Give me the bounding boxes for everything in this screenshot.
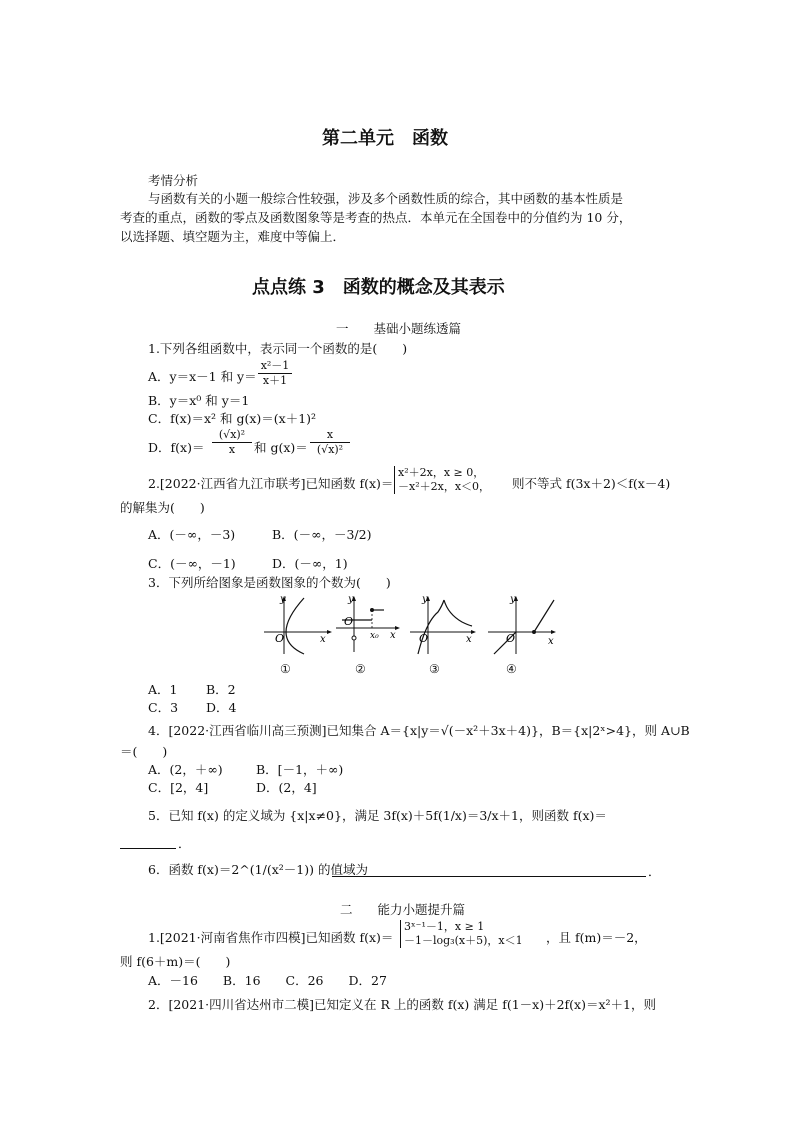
q4-option-c: C．[2，4] — [148, 780, 209, 795]
q1-d-middle: 和 g(x)＝ — [254, 440, 308, 455]
graph-3 — [408, 592, 480, 656]
q4-option-b: B．[－1，＋∞) — [256, 762, 344, 777]
graph-3-number: ③ — [429, 662, 440, 676]
graph-2-y-label: y — [348, 594, 354, 605]
q5-end: ． — [178, 836, 191, 851]
p2-stem: 2．[2021·四川省达州市二模]已知定义在 R 上的函数 f(x) 满足 f(1－x)＋2f(x)＝x²＋1，则 — [148, 997, 656, 1012]
q1-option-a: A．y＝x－1 和 y＝ — [148, 369, 257, 384]
q2-stem-3: 的解集为( ) — [120, 500, 205, 515]
graph-1-x-label: x — [320, 634, 326, 645]
graph-4-x-label: x — [548, 636, 554, 647]
q1-d-fraction-2 — [310, 428, 350, 457]
q3-option-b: B．2 — [206, 682, 236, 697]
analysis-line-2: 考查的重点，函数的零点及函数图象等是考查的热点．本单元在全国卷中的分值约为 10 分， — [120, 210, 632, 225]
graph-2-x0-label: x₀ — [370, 631, 379, 641]
p1-piecewise — [400, 920, 523, 948]
graph-2-number: ② — [355, 662, 366, 676]
q2-option-d: D．(－∞，1) — [272, 556, 348, 571]
graph-3-right-branch — [444, 600, 472, 626]
q1-option-b: B．y＝x⁰ 和 y＝1 — [148, 393, 250, 408]
graph-3-x-label: x — [466, 634, 472, 645]
q1-stem: 1.下列各组函数中，表示同一个函数的是( ) — [148, 341, 408, 356]
q6-text: 6．函数 f(x)＝2^(1/(x²－1)) 的值域为 — [148, 862, 368, 877]
analysis-line-1: 与函数有关的小题一般综合性较强，涉及多个函数性质的综合，其中函数的基本性质是 — [148, 191, 624, 206]
q2-stem-1: 2.[2022·江西省九江市联考]已知函数 f(x)＝ — [148, 476, 394, 491]
q5-answer-blank — [120, 848, 176, 849]
p1-case-1: 3ˣ⁻¹－1，x ≥ 1 — [404, 920, 485, 933]
graph-3-y-label: y — [422, 594, 428, 605]
q4-stem-1: 4．[2022·江西省临川高三预测]已知集合 A＝{x|y＝√(－x²＋3x＋4)}，B＝{x|2ˣ>4}，则 A∪B — [148, 723, 690, 738]
q2-option-a: A．(－∞，－3) — [148, 527, 236, 542]
graph-4-origin: O — [506, 632, 516, 645]
q4-stem-2: ＝( ) — [120, 744, 168, 759]
q3-stem: 3．下列所给图象是函数图象的个数为( ) — [148, 575, 391, 590]
q4-option-a: A．(2，＋∞) — [148, 762, 223, 777]
q1-d-denominator-1: x — [228, 443, 236, 456]
graph-4-number: ④ — [506, 662, 517, 676]
graph-2 — [334, 592, 402, 656]
q2-option-b: B．(－∞，－3/2) — [272, 527, 372, 542]
q3-option-c: C．3 — [148, 700, 179, 715]
q1-option-c: C．f(x)＝x² 和 g(x)＝(x＋1)² — [148, 411, 317, 426]
graph-2-x-label: x — [390, 630, 396, 641]
section-2-heading: 二 能力小题提升篇 — [340, 902, 466, 917]
graph-1-number: ① — [280, 662, 291, 676]
p1-options: A．－16 B．16 C．26 D．27 — [148, 973, 387, 988]
graph-1 — [262, 592, 336, 656]
p1-case-2: －1－log₃(x＋5)，x＜1 — [404, 934, 523, 947]
q1-d-numerator-2: x — [310, 428, 350, 443]
q1-a-numerator: x²－1 — [258, 359, 292, 374]
graph-3-left-branch — [418, 600, 444, 654]
q1-a-denominator: x＋1 — [262, 374, 288, 387]
q1-a-fraction — [258, 359, 292, 388]
q5-text: 5．已知 f(x) 的定义域为 {x|x≠0}，满足 3f(x)＋5f(1/x)＝3/x＋1，则函数 f(x)＝ — [148, 808, 607, 823]
graph-2-origin: O — [344, 615, 354, 628]
p1-stem-3: 则 f(6＋m)＝( ) — [120, 954, 231, 969]
analysis-line-3: 以选择题、填空题为主，难度中等偏上． — [120, 229, 346, 244]
graph-1-y-label: y — [280, 594, 286, 605]
q2-case-2: －x²＋2x，x＜0， — [398, 480, 491, 493]
q3-option-d: D．4 — [206, 700, 237, 715]
unit-title: 第二单元 函数 — [322, 128, 448, 149]
q6-end: ． — [648, 864, 661, 879]
section-1-heading: 一 基础小题练透篇 — [336, 321, 462, 336]
q1-option-d: D．f(x)＝ — [148, 440, 205, 455]
q2-case-1: x²＋2x，x ≥ 0， — [398, 466, 485, 479]
graph-1-curve — [286, 598, 304, 654]
graph-2-filled-point — [370, 608, 374, 612]
q2-option-c: C．(－∞，－1) — [148, 556, 236, 571]
graph-4-right-line — [534, 600, 554, 632]
lesson-title: 点点练 3 函数的概念及其表示 — [252, 277, 505, 298]
p1-stem-1: 1.[2021·河南省焦作市四模]已知函数 f(x)＝ — [148, 930, 394, 945]
graph-1-origin: O — [275, 632, 285, 645]
graph-3-origin: O — [419, 632, 429, 645]
q3-option-a: A．1 — [148, 682, 178, 697]
q1-d-denominator-2: (√x)² — [316, 443, 344, 456]
graph-4 — [486, 592, 560, 656]
graph-4-y-label: y — [510, 594, 516, 605]
p1-stem-2: ，且 f(m)＝－2， — [546, 930, 647, 945]
graph-2-open-point — [352, 636, 356, 640]
graph-4-point — [532, 630, 536, 634]
analysis-heading: 考情分析 — [148, 173, 199, 188]
q1-d-numerator-1: (√x)² — [212, 428, 252, 443]
q4-option-d: D．(2，4] — [256, 780, 317, 795]
q2-piecewise — [394, 466, 490, 494]
q1-d-fraction-1 — [212, 428, 252, 457]
q6-answer-blank — [332, 876, 646, 877]
q2-stem-2: 则不等式 f(3x＋2)＜f(x－4) — [512, 476, 671, 491]
